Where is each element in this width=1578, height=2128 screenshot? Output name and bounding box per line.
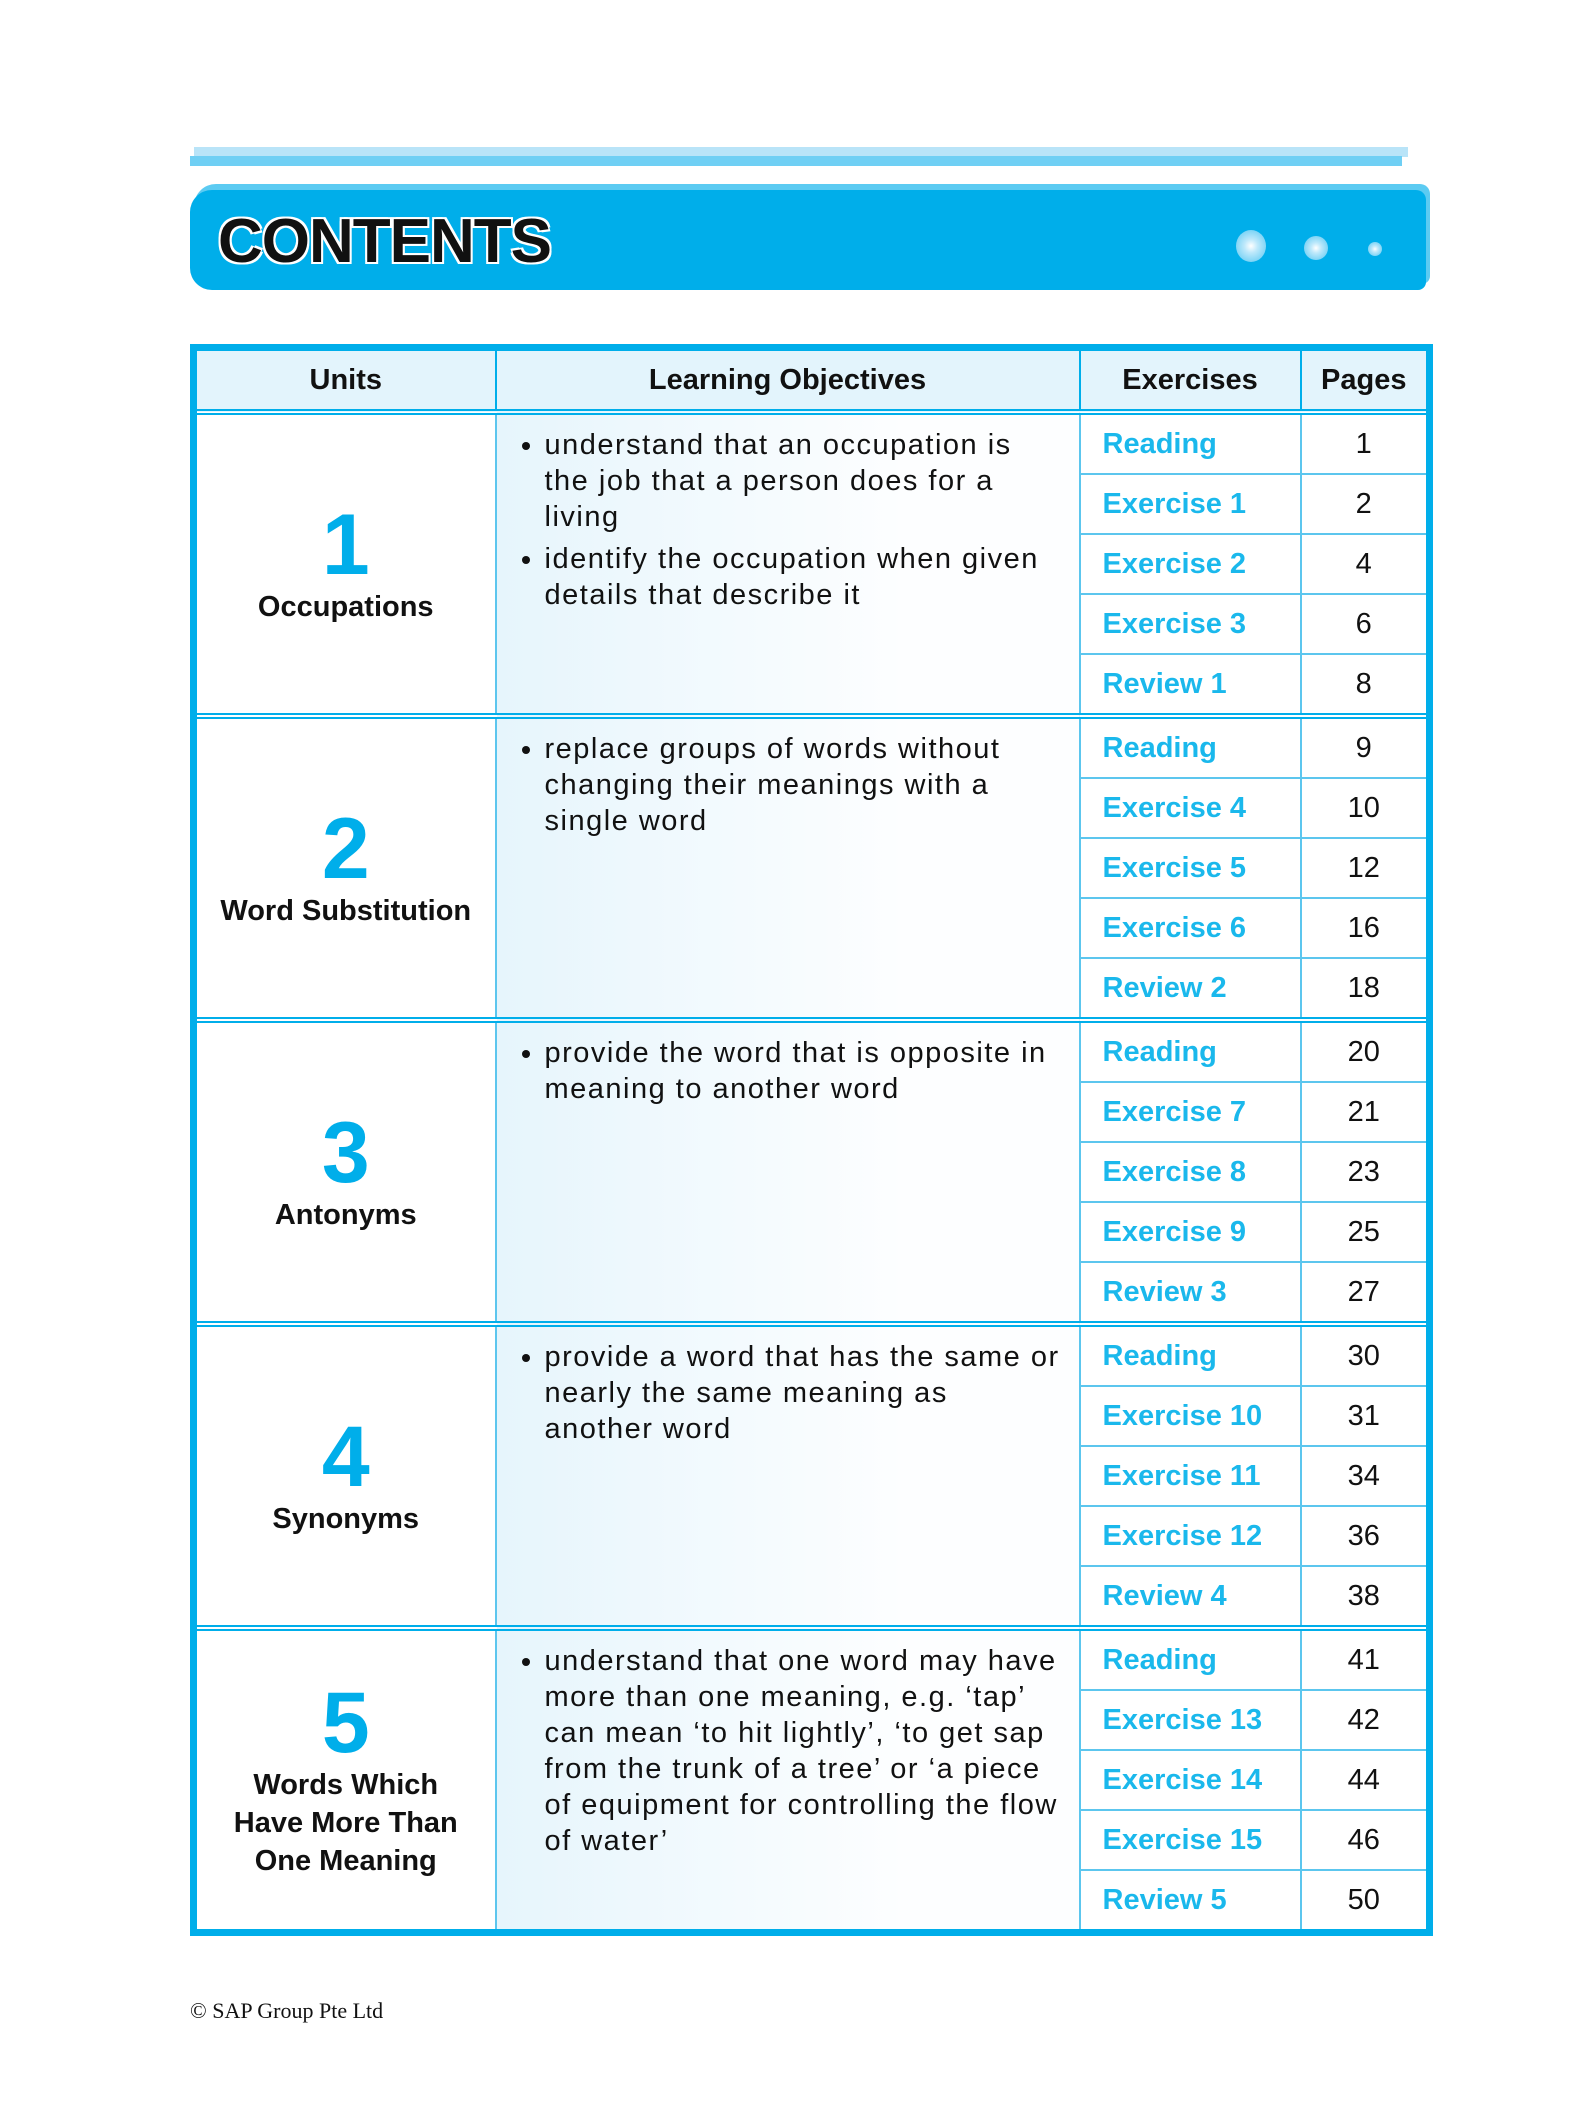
page-number: 9 [1301,716,1430,778]
exercise-link[interactable]: Review 1 [1080,654,1301,716]
page-number: 1 [1301,412,1430,474]
objectives-cell [496,716,1080,1020]
page-number: 18 [1301,958,1430,1020]
exercise-link[interactable]: Exercise 10 [1080,1386,1301,1446]
table-row [194,1020,1430,1082]
objectives-cell [496,1324,1080,1628]
objectives-cell [496,412,1080,716]
page-number: 8 [1301,654,1430,716]
unit-cell [194,716,496,1020]
contents-table [190,344,1433,1936]
unit-name: Words Which Have More Than One Meaning [233,1769,458,1877]
page-number: 16 [1301,898,1430,958]
objective-item: • provide the word that is opposite in meaning to another word [545,1035,1063,1107]
unit-number: 2 [321,801,370,897]
objective-item: • understand that an occupation is the job that a person does for a living [545,427,1063,535]
exercise-link[interactable]: Exercise 4 [1080,778,1301,838]
exercise-link[interactable]: Review 4 [1080,1566,1301,1628]
exercise-link[interactable]: Review 5 [1080,1870,1301,1933]
header-objectives: Learning Objectives [496,348,1080,413]
exercise-link[interactable]: Exercise 9 [1080,1202,1301,1262]
table-row [194,1628,1430,1690]
exercise-link[interactable]: Exercise 14 [1080,1750,1301,1810]
page-number: 42 [1301,1690,1430,1750]
unit-cell [194,1020,496,1324]
objective-item: • replace groups of words without changing their meanings with a single word [545,731,1063,839]
unit-number: 4 [321,1409,370,1505]
page-number: 4 [1301,534,1430,594]
exercise-link[interactable]: Exercise 6 [1080,898,1301,958]
page-number: 50 [1301,1870,1430,1933]
exercise-link[interactable]: Reading [1080,1628,1301,1690]
exercise-link[interactable]: Reading [1080,412,1301,474]
page-number: 34 [1301,1446,1430,1506]
contents-banner [190,190,1426,290]
objective-item: • understand that one word may have more than one meaning, e.g. ‘tap’ can mean ‘to hit lightly’, ‘to get sap from the trunk of a tree’ or ‘a piece of equipment for controlling the flow of water’ [545,1643,1063,1859]
exercise-link[interactable]: Exercise 15 [1080,1810,1301,1870]
bubble-icon [1304,236,1328,260]
page-title: CONTENTS [218,207,551,276]
unit-name: Word Substitution [220,895,472,927]
page-number: 10 [1301,778,1430,838]
unit-cell [194,412,496,716]
header-exercises: Exercises [1080,348,1301,413]
objective-item: • provide a word that has the same or nearly the same meaning as another word [545,1339,1063,1447]
bubble-icon [1368,242,1382,256]
unit-cell [194,1628,496,1933]
exercise-link[interactable]: Exercise 7 [1080,1082,1301,1142]
page-number: 31 [1301,1386,1430,1446]
objectives-cell [496,1020,1080,1324]
page-number: 12 [1301,838,1430,898]
exercise-link[interactable]: Exercise 12 [1080,1506,1301,1566]
exercise-link[interactable]: Reading [1080,1324,1301,1386]
unit-number: 1 [321,497,370,593]
page-number: 2 [1301,474,1430,534]
table-row [194,1324,1430,1386]
table-row [194,412,1430,474]
page-number: 6 [1301,594,1430,654]
exercise-link[interactable]: Exercise 1 [1080,474,1301,534]
table-row [194,716,1430,778]
header-pages: Pages [1301,348,1430,413]
page-number: 20 [1301,1020,1430,1082]
page-number: 21 [1301,1082,1430,1142]
page-number: 25 [1301,1202,1430,1262]
unit-name: Occupations [257,591,434,623]
page-number: 46 [1301,1810,1430,1870]
exercise-link[interactable]: Exercise 8 [1080,1142,1301,1202]
unit-name: Synonyms [272,1503,420,1535]
unit-number: 3 [321,1105,370,1201]
exercise-link[interactable]: Exercise 13 [1080,1690,1301,1750]
exercise-link[interactable]: Reading [1080,1020,1301,1082]
unit-cell [194,1324,496,1628]
unit-number: 5 [321,1675,370,1771]
decorative-line [190,156,1402,166]
exercise-link[interactable]: Exercise 5 [1080,838,1301,898]
page-number: 23 [1301,1142,1430,1202]
header-units: Units [194,348,496,413]
unit-name: Antonyms [274,1199,417,1231]
objective-item: • identify the occupation when given details that describe it [545,541,1063,613]
objectives-cell [496,1628,1080,1933]
exercise-link[interactable]: Exercise 2 [1080,534,1301,594]
copyright: © SAP Group Pte Ltd [190,1998,384,2023]
page-number: 30 [1301,1324,1430,1386]
page-number: 36 [1301,1506,1430,1566]
page-number: 41 [1301,1628,1430,1690]
exercise-link[interactable]: Reading [1080,716,1301,778]
page-number: 27 [1301,1262,1430,1324]
page-number: 38 [1301,1566,1430,1628]
exercise-link[interactable]: Exercise 11 [1080,1446,1301,1506]
exercise-link[interactable]: Exercise 3 [1080,594,1301,654]
exercise-link[interactable]: Review 2 [1080,958,1301,1020]
page-number: 44 [1301,1750,1430,1810]
exercise-link[interactable]: Review 3 [1080,1262,1301,1324]
bubble-icon [1236,230,1266,262]
